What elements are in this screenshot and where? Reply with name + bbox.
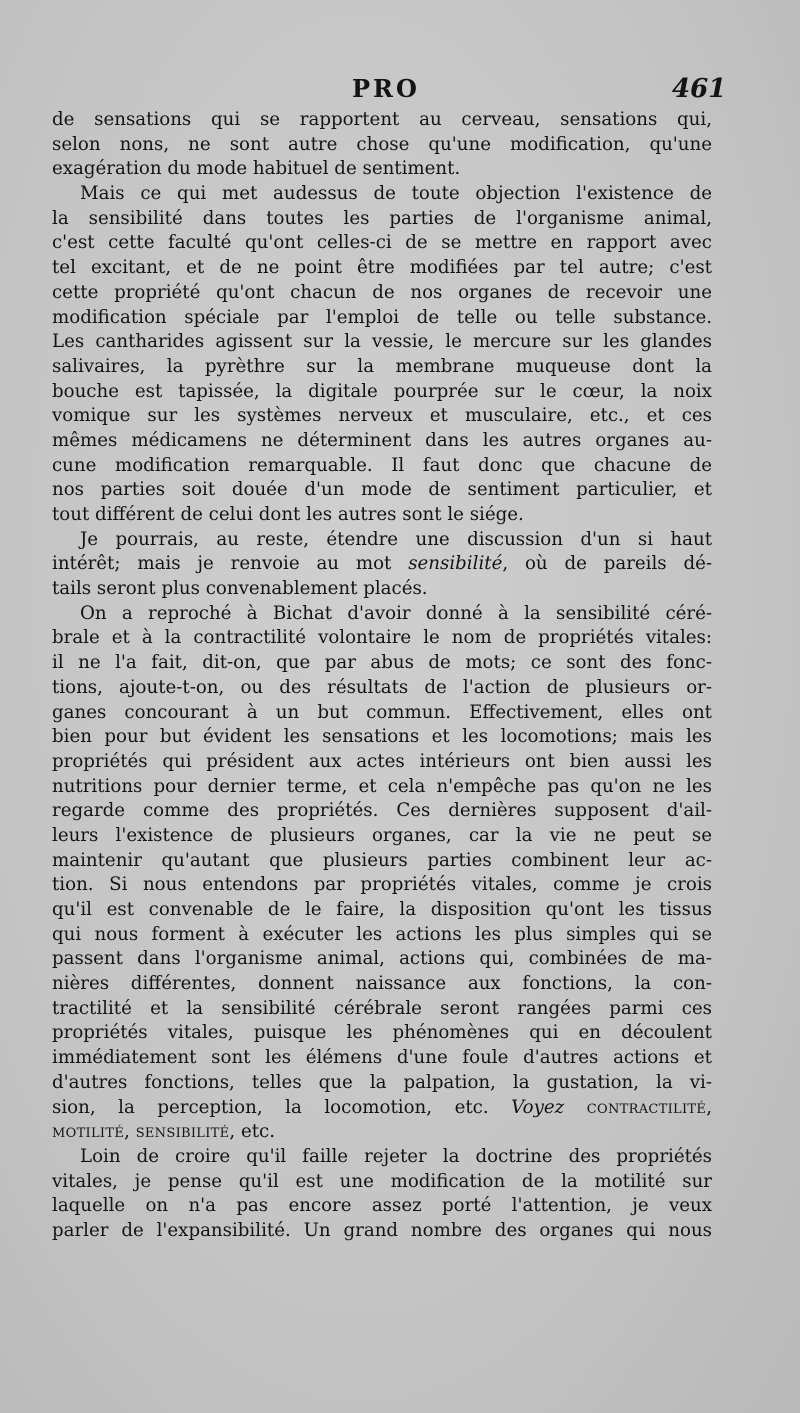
text-run: ganes concourant à un but commun. Effectivement, elles ont <box>52 701 712 723</box>
text-run: regarde comme des propriétés. Ces dernières supposent d'ail- <box>52 800 712 822</box>
text-run: bien pour but évident les sensations et les locomotions; mais les <box>52 726 712 748</box>
text-run: maintenir qu'autant que plusieurs parties combinent leur ac- <box>52 849 712 871</box>
text-run: vitales, je pense qu'il est une modification de la motilité sur <box>52 1170 712 1192</box>
text-line <box>52 1046 712 1071</box>
page-number: 461 <box>672 74 727 104</box>
text-line <box>52 1071 712 1096</box>
text-line <box>52 133 712 158</box>
text-line <box>52 256 712 281</box>
text-line <box>52 552 712 577</box>
text-run: motilité <box>52 1121 125 1143</box>
text-run: modification spéciale par l'emploi de telle ou telle substance. <box>52 306 712 328</box>
text-run: tel excitant, et de ne point être modifiées par tel autre; c'est <box>52 257 712 279</box>
text-line <box>52 306 712 331</box>
text-run: , où de pareils dé- <box>502 553 712 575</box>
text-run: bouche est tapissée, la digitale pourprée sur le cœur, la noix <box>52 380 712 402</box>
text-run: nières différentes, donnent naissance aux fonctions, la con- <box>52 973 712 995</box>
text-run: , <box>706 1096 712 1118</box>
text-run: tractilité et la sensibilité cérébrale seront rangées parmi ces <box>52 997 712 1019</box>
text-line <box>52 849 712 874</box>
text-run: immédiatement sont les élémens d'une foule d'autres actions et <box>52 1047 712 1069</box>
text-run: leurs l'existence de plusieurs organes, car la vie ne peut se <box>52 824 712 846</box>
text-line <box>52 1194 712 1219</box>
text-line <box>52 108 712 133</box>
text-line <box>52 503 712 528</box>
text-run: mêmes médicamens ne déterminent dans les autres organes au- <box>52 429 712 451</box>
text-line <box>52 1145 712 1170</box>
text-line <box>52 725 712 750</box>
text-line <box>52 454 712 479</box>
text-run: qui nous forment à exécuter les actions les plus simples qui se <box>52 923 712 945</box>
text-run: nos parties soit douée d'un mode de sentiment particulier, et <box>52 479 712 501</box>
text-line <box>52 1219 712 1244</box>
text-line <box>52 404 712 429</box>
text-run: nutritions pour dernier terme, et cela n'empêche pas qu'on ne les <box>52 775 712 797</box>
text-line <box>52 157 712 182</box>
text-line <box>52 231 712 256</box>
text-run: tout différent de celui dont les autres sont le siége. <box>52 504 524 525</box>
text-run: laquelle on n'a pas encore assez porté l'attention, je veux <box>52 1195 712 1217</box>
text-line <box>52 873 712 898</box>
text-line <box>52 281 712 306</box>
text-run: , etc. <box>229 1121 276 1143</box>
text-run: de sensations qui se rapportent au cerveau, sensations qui, <box>52 109 712 130</box>
text-line <box>52 1120 712 1145</box>
text-line <box>52 824 712 849</box>
text-line <box>52 775 712 800</box>
text-line <box>52 182 712 207</box>
page-header <box>0 74 800 110</box>
text-run: Mais ce qui met audessus de toute objection l'existence de <box>80 183 712 205</box>
text-run: parler de l'expansibilité. Un grand nombre des organes qui nous <box>52 1219 712 1241</box>
text-run: propriétés qui président aux actes intérieurs ont bien aussi les <box>52 750 712 772</box>
text-run: qu'il est convenable de le faire, la disposition qu'ont les tissus <box>52 899 712 920</box>
text-line <box>52 355 712 380</box>
text-line <box>52 676 712 701</box>
text-line <box>52 429 712 454</box>
text-run: Voyez <box>511 1096 565 1118</box>
text-line <box>52 898 712 923</box>
text-line <box>52 997 712 1022</box>
text-line <box>52 478 712 503</box>
text-line <box>52 701 712 726</box>
running-head: PRO <box>352 74 420 103</box>
text-run: selon nons, ne sont autre chose qu'une modification, qu'une <box>52 133 712 155</box>
text-line <box>52 799 712 824</box>
text-run: On a reproché à Bichat d'avoir donné à la sensibilité céré- <box>80 602 712 624</box>
text-line <box>52 330 712 355</box>
text-run: sion, la perception, la locomotion, etc. <box>52 1096 512 1118</box>
text-run: vomique sur les systèmes nerveux et musculaire, etc., et ces <box>52 405 712 427</box>
text-run: brale et à la contractilité volontaire le nom de propriétés vitales: <box>52 627 712 649</box>
text-line <box>52 1021 712 1046</box>
text-run: tails seront plus convenablement placés. <box>52 578 428 600</box>
text-line <box>52 750 712 775</box>
text-run: sensibilité <box>135 1121 230 1143</box>
text-run <box>564 1097 587 1118</box>
text-line <box>52 528 712 553</box>
text-run: Loin de croire qu'il faille rejeter la doctrine des propriétés <box>80 1145 712 1167</box>
text-line <box>52 947 712 972</box>
text-run: c'est cette faculté qu'ont celles-ci de se mettre en rapport avec <box>52 232 712 254</box>
text-run: sensibilité <box>408 553 503 575</box>
text-line <box>52 923 712 948</box>
text-run: il ne l'a fait, dit-on, que par abus de mots; ce sont des fonc- <box>52 652 712 674</box>
text-line <box>52 626 712 651</box>
text-run: contractilité <box>586 1096 707 1118</box>
text-line <box>52 207 712 232</box>
text-run: cette propriété qu'ont chacun de nos organes de recevoir une <box>52 281 712 303</box>
text-run: exagération du mode habituel de sentiment. <box>52 158 461 180</box>
text-line <box>52 602 712 627</box>
text-run: tions, ajoute-t-on, ou des résultats de l'action de plusieurs or- <box>52 676 712 698</box>
text-run: propriétés vitales, puisque les phénomènes qui en découlent <box>52 1022 712 1044</box>
text-run: Les cantharides agissent sur la vessie, le mercure sur les glandes <box>52 331 712 353</box>
text-run: la sensibilité dans toutes les parties de l'organisme animal, <box>52 207 712 229</box>
text-run: d'autres fonctions, telles que la palpation, la gustation, la vi- <box>52 1071 712 1093</box>
body-text <box>52 108 712 1244</box>
text-run: passent dans l'organisme animal, actions qui, combinées de ma- <box>52 948 712 970</box>
text-line <box>52 651 712 676</box>
text-run: intérêt; mais je renvoie au mot <box>52 553 409 575</box>
text-line <box>52 972 712 997</box>
text-run: Je pourrais, au reste, étendre une discussion d'un si haut <box>80 528 712 550</box>
text-run: tion. Si nous entendons par propriétés vitales, comme je crois <box>52 874 712 896</box>
text-run: cune modification remarquable. Il faut donc que chacune de <box>52 454 712 476</box>
text-line <box>52 1170 712 1195</box>
text-line <box>52 1096 712 1121</box>
text-line <box>52 577 712 602</box>
text-line <box>52 380 712 405</box>
text-run: , <box>124 1121 136 1143</box>
text-run: salivaires, la pyrèthre sur la membrane muqueuse dont la <box>52 355 712 377</box>
